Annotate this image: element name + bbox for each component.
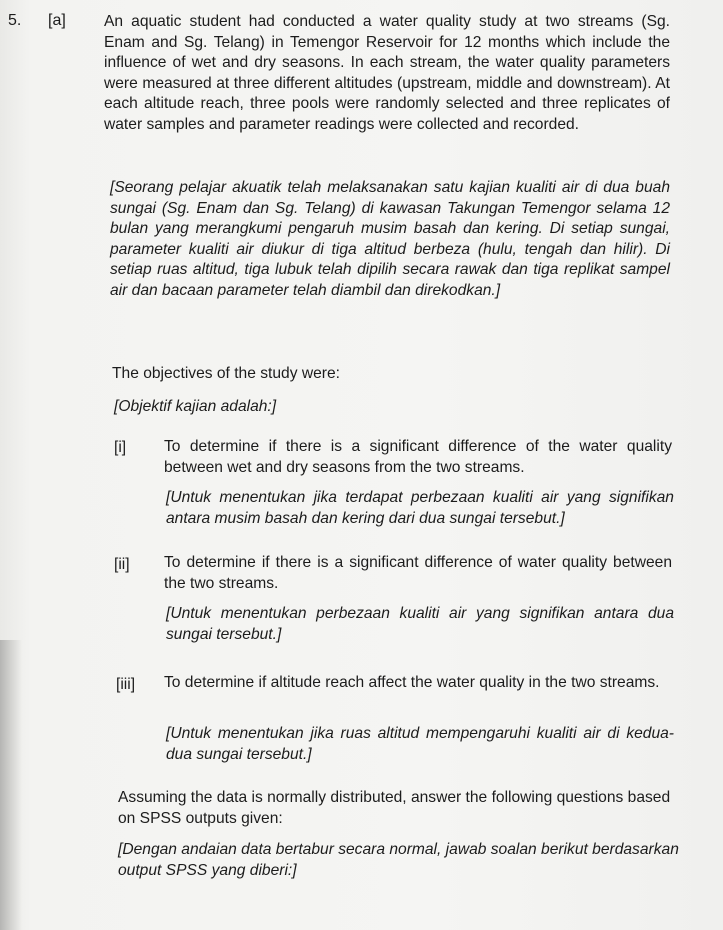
intro-malay-text: [Seorang pelajar akuatik telah melaksanakan satu kajian kualiti air di dua buah sungai (Sg. Enam dan Sg. Telang) di kawasan Takungan Temengor selama 12 bulan yang merangkumi pengaruh musim basah dan kering. Di setiap sungai, parameter kualiti air diukur di tiga altitud berbeza (hulu, tengah dan hilir). Di setiap ruas altitud, tiga lubuk telah dipilih secara rawak dan tiga replikat sampel air dan bacaan parameter telah diambil dan direkodkan.] xyxy=(110,179,670,299)
instruction-malay: [Dengan andaian data bertabur secara normal, jawab soalan berikut berdasarkan output SPSS yang diberi:] xyxy=(118,841,679,879)
intro-english-text: An aquatic student had conducted a water quality study at two streams (Sg. Enam and Sg. Telang) in Temengor Reservoir for 12 months which include the influence of wet and dry seasons. In each stream, the water quality parameters were measured at three different altitudes (upstream, middle and downstream). At each altitude reach, three pools were randomly selected and three replicates of water samples and parameter readings were collected and recorded. xyxy=(104,13,670,133)
intro-english xyxy=(104,12,670,135)
instruction-english: Assuming the data is normally distributed, answer the following questions based on SPSS outputs given: xyxy=(118,789,671,827)
objective-i-english: To determine if there is a significant difference of the water quality between wet and dry seasons from the two streams. xyxy=(164,438,672,476)
objective-i-malay: [Untuk menentukan jika terdapat perbezaan kualiti air yang signifikan antara musim basah dan kering dari dua sungai tersebut.] xyxy=(166,489,674,527)
objective-ii-english: To determine if there is a significant difference of water quality between the two streams. xyxy=(164,554,672,592)
objective-label-iii: [iii] xyxy=(116,676,136,693)
page-edge-shadow xyxy=(0,640,22,930)
intro-malay xyxy=(110,178,670,301)
objective-label-ii: [ii] xyxy=(114,556,130,573)
objective-ii-malay: [Untuk menentukan perbezaan kualiti air yang signifikan antara dua sungai tersebut.] xyxy=(166,605,674,643)
objective-label-i: [i] xyxy=(114,439,127,456)
objectives-heading: The objectives of the study were: xyxy=(112,365,340,382)
question-number: 5. xyxy=(8,12,22,29)
objective-iii-english: To determine if altitude reach affect the water quality in the two streams. xyxy=(164,674,660,691)
question-part-label: [a] xyxy=(48,12,66,29)
objectives-heading-malay: [Objektif kajian adalah:] xyxy=(114,398,277,415)
objective-iii-malay: [Untuk menentukan jika ruas altitud mempengaruhi kualiti air di kedua-dua sungai tersebut.] xyxy=(166,725,674,763)
